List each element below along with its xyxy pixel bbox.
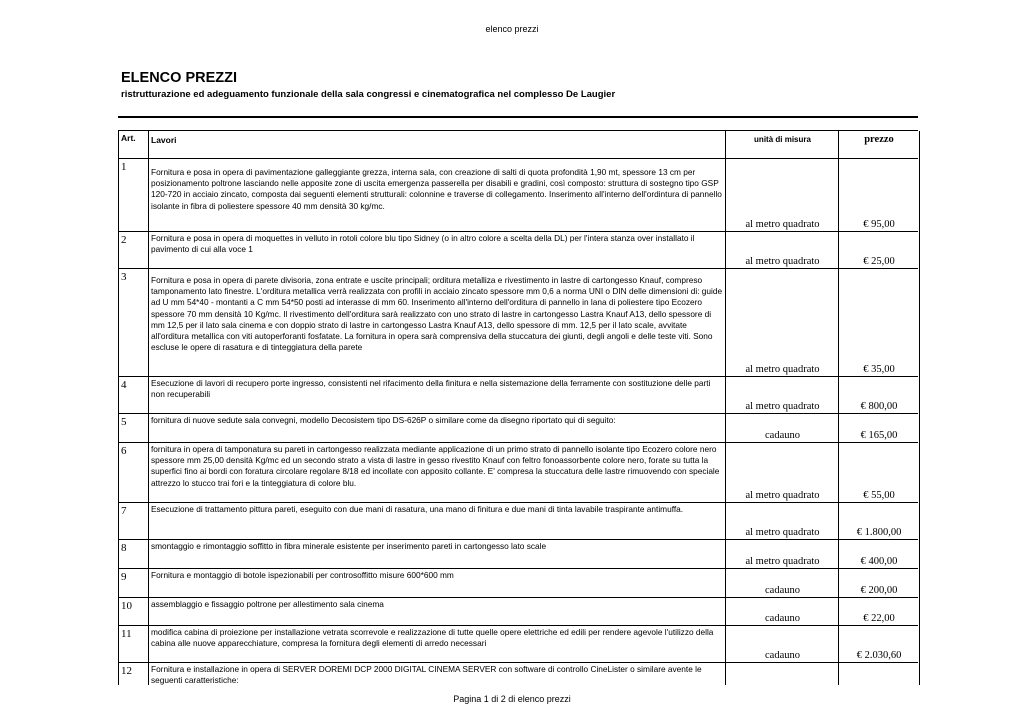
unit-cell [725,663,839,685]
item-description: modifica cabina di proiezione per installazione vetrata scorrevole e realizzazione di tutte quelle opere elettriche ed edili per rendere agevole l'utilizzo della cabina alle nuove apparecchiature, compresa la fornitura degli elementi di arredo necessari [151,627,714,649]
item-description: Fornitura e posa in opera di pavimentazione galleggiante grezza, interna sala, con creazione di salti di quota profondità 1,90 mt, spessore 13 cm per posizionamento poltrone lasciando nelle apposite zone di uscita emergenza passerella per disabili e gradini, così composto: struttura di sostegno tipo GSP 120-720 in acciaio zincato, composta dai seguenti elementi strutturali: colonnine e traverse di collegamento. Inserimento all'interno dell'ordintura di pannello isolante in fibra di poliestere spessore 40 mm densità 30 kg/mc. [151,167,722,211]
art-cell [118,159,149,232]
header-cell-prezzo [838,131,920,159]
art-cell [118,443,149,503]
header-prezzo: prezzo [864,134,894,145]
price-cell [838,626,920,663]
page-header: elenco prezzi [485,24,539,34]
art-number: 3 [121,271,127,283]
table-row [118,442,918,503]
unit-cell [725,503,839,540]
price-cell [838,159,920,232]
header-art: Art. [121,133,136,143]
art-number: 12 [121,665,132,677]
table-row [118,502,918,540]
table-row [118,625,918,663]
item-description: smontaggio e rimontaggio soffitto in fibra minerale esistente per inserimento pareti in cartongesso lato scale [151,541,547,551]
page-subtitle: ristrutturazione ed adeguamento funzionale della sala congressi e cinematografica nel complesso De Laugier [121,89,616,100]
item-unit: cadauno [765,650,800,661]
item-price: € 25,00 [863,256,895,267]
item-price: € 95,00 [863,219,895,230]
unit-cell [725,414,839,443]
header-cell-unita [725,131,839,159]
art-cell [118,569,149,598]
art-cell [118,377,149,414]
item-unit: al metro quadrato [745,364,820,375]
unit-cell [725,443,839,503]
art-cell [118,269,149,377]
lavori-cell [148,663,726,685]
art-cell [118,663,149,685]
title-divider [118,116,918,118]
header-cell-art [118,131,149,159]
lavori-cell [148,443,726,503]
unit-cell [725,569,839,598]
item-unit: cadauno [765,585,800,596]
unit-cell [725,626,839,663]
item-unit: al metro quadrato [745,556,820,567]
art-number: 4 [121,379,127,391]
item-description: Esecuzione di trattamento pittura pareti, eseguito con due mani di rasatura, una mano di finitura e due mani di tinta lavabile traspirante antimuffa. [151,504,684,514]
price-cell [838,232,920,269]
art-number: 8 [121,542,127,554]
table-row [118,158,918,232]
item-price: € 400,00 [860,556,898,567]
lavori-cell [148,540,726,569]
header-lavori: Lavori [151,135,177,145]
page-title: ELENCO PREZZI [121,70,238,86]
art-cell [118,503,149,540]
item-unit: al metro quadrato [745,490,820,501]
art-number: 10 [121,600,132,612]
item-unit: cadauno [765,430,800,441]
item-price: € 35,00 [863,364,895,375]
table-row [118,662,918,685]
art-cell [118,540,149,569]
header-cell-lavori [148,131,726,159]
art-cell [118,598,149,626]
table-row [118,231,918,269]
item-unit: al metro quadrato [745,256,820,267]
price-cell [838,443,920,503]
art-number: 2 [121,234,127,246]
unit-cell [725,159,839,232]
art-number: 1 [121,161,127,173]
unit-cell [725,598,839,626]
unit-cell [725,540,839,569]
price-cell [838,503,920,540]
item-price: € 1.800,00 [856,527,902,538]
art-number: 11 [121,628,132,640]
art-number: 9 [121,571,127,583]
item-unit: cadauno [765,613,800,624]
item-unit: al metro quadrato [745,219,820,230]
price-cell [838,540,920,569]
art-cell [118,232,149,269]
item-price: € 165,00 [860,430,898,441]
unit-cell [725,377,839,414]
lavori-cell [148,503,726,540]
item-description: fornitura in opera di tamponatura su pareti in cartongesso realizzata mediante applicazione di un primo strato di pannello isolante tipo Ecozero colore nero spessore mm 25,00 densità Kg/mc ed un secondo strato a vista di lastre in gesso rivestito Knauf con feltro fonoassorbente colore nero, forate su tutta la superfici fino ai bordi con foratura circolare regolare 8/18 ed incollate con apposito collante. E' compresa la stuccatura delle lastre rimuovendo con speciale attrezzo lo stucco trai fori e la tinteggiatura di colore blu. [151,444,720,488]
table-row [118,268,918,377]
item-description: Fornitura e posa in opera di parete divisoria, zona entrate e uscite principali; orditura metalliza e rivestimento in lastre di cartongesso Knauf, compreso tamponamento lato finestre. L'orditura metallica verrà realizzata con profili in acciaio zincato spessore mm 0,6 a norma UNI o DIN delle dimensioni di: guide ad U mm 54*40 - montanti a C mm 54*50 posti ad interasse di mm 60. Inserimento all'interno dell'orditura di pannello in lana di poliestere tipo Ecozero spessore 70 mm densità 10 Kg/mc. Il rivestimento dell'orditura sarà realizzato con uno strato di lastre in cartongesso Lastra Knauf A13, dello spessore di mm 12,5 per il lato sala cinema e con doppio strato di lastre in cartongesso Lastra Knauf A13, dello spessore di mm. 12,5 per il lato scale, avvitate all'orditura metallica con viti autoperforanti fosfatate. La fornitura in opera sarà comprensiva della stuccatura dei giunti, degli angoli e delle teste viti. Sono escluse le opere di rasatura e di tinteggiatura della parete [151,275,723,353]
page-footer: Pagina 1 di 2 di elenco prezzi [453,694,571,704]
item-description: fornitura di nuove sedute sala convegni, modello Decosistem tipo DS-626P o similare come da disegno riportato qui di seguito: [151,415,616,425]
item-unit: al metro quadrato [745,401,820,412]
table-row [118,568,918,598]
price-cell [838,269,920,377]
item-description: assemblaggio e fissaggio poltrone per allestimento sala cinema [151,599,384,609]
price-cell [838,377,920,414]
item-price: € 22,00 [863,613,895,624]
table-row [118,376,918,414]
table-row [118,413,918,443]
item-price: € 55,00 [863,490,895,501]
lavori-cell [148,159,726,232]
table-row [118,597,918,626]
item-price: € 800,00 [860,401,898,412]
header-unita: unità di misura [754,135,811,144]
lavori-cell [148,569,726,598]
art-number: 5 [121,416,127,428]
item-description: Fornitura e montaggio di botole ispezionabili per controsoffitto misure 600*600 mm [151,570,454,580]
lavori-cell [148,269,726,377]
price-cell [838,414,920,443]
art-number: 6 [121,445,127,457]
price-cell [838,598,920,626]
lavori-cell [148,626,726,663]
table-row [118,539,918,569]
item-price: € 200,00 [860,585,898,596]
table-header-row [118,130,918,159]
unit-cell [725,269,839,377]
item-description: Fornitura e posa in opera di moquettes in velluto in rotoli colore blu tipo Sidney (o in altro colore a scelta della DL) per l'intera stanza over installato il pavimento di cui alla voce 1 [151,233,695,255]
lavori-cell [148,232,726,269]
art-cell [118,626,149,663]
item-unit: al metro quadrato [745,527,820,538]
price-cell [838,569,920,598]
item-price: € 2.030,60 [856,650,902,661]
item-description: Esecuzione di lavori di recupero porte ingresso, consistenti nel rifacimento della finitura e nella sistemazione della ferramente con sostituzione delle parti non recuperabili [151,378,711,400]
item-description: Fornitura e installazione in opera di SERVER DOREMI DCP 2000 DIGITAL CINEMA SERVER con software di controllo CineLister o similare avente le seguenti caratteristiche: [151,664,702,686]
art-cell [118,414,149,443]
lavori-cell [148,414,726,443]
unit-cell [725,232,839,269]
price-cell [838,663,920,685]
lavori-cell [148,377,726,414]
lavori-cell [148,598,726,626]
art-number: 7 [121,505,127,517]
